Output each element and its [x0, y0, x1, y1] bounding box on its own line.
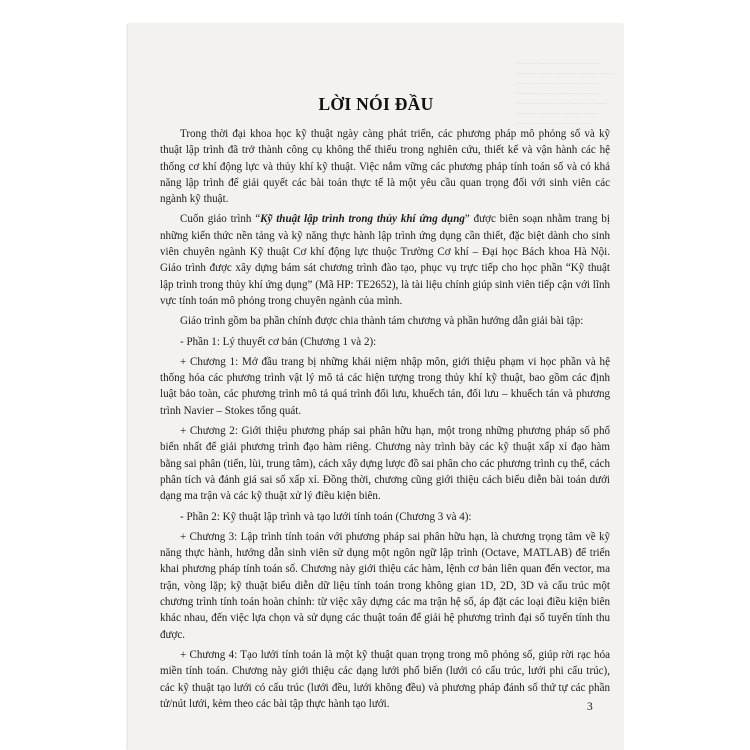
paragraph-structure — [160, 313, 610, 329]
chapter-2-description — [160, 423, 610, 504]
paragraph-text: + Chương 2: Giới thiệu phương pháp sai phân hữu hạn, một trong những phương pháp số phổ biến nhất để giải phương trình đạo hàm riêng. Chương này trình bày các kỹ thuật xấp xỉ đạo hàm bằng sai phân (tiến, lùi, trung tâm), cách xây dựng lược đồ sai phân cho các phương trình cụ thể, cách phân tích và đánh giá sai số xấp xỉ. Đồng thời, chương cũng giới thiệu cách biểu diễn bài toán dưới dạng ma trận và các kỹ thuật xử lý điều kiện biên. — [160, 425, 610, 503]
paragraph-text: Trong thời đại khoa học kỹ thuật ngày càng phát triển, các phương pháp mô phỏng số và kỹ thuật lập trình đã trở thành công cụ không thể thiếu trong nghiên cứu, thiết kế và vận hành các hệ thống cơ khí động lực và thủy khí kỹ thuật. Việc nắm vững các phương pháp tính toán số và có khả năng lập trình để giải quyết các bài toán thực tế là một yêu cầu quan trọng đối với sinh viên các ngành kỹ thuật. — [160, 128, 610, 206]
book-page — [128, 24, 624, 750]
page-title: LỜI NÓI ĐẦU — [318, 94, 434, 114]
page-number: 3 — [587, 701, 593, 713]
paragraph-text: - Phần 1: Lý thuyết cơ bản (Chương 1 và 2): — [180, 335, 377, 348]
chapter-1-description — [160, 354, 610, 419]
paragraph-intro — [160, 126, 610, 207]
chapter-4-description — [160, 647, 610, 712]
paragraph-text: + Chương 4: Tạo lưới tính toán là một kỹ thuật quan trọng trong mô phỏng số, giúp rời rạc hóa miền tính toán. Chương này giới thiệu các dạng lưới phổ biến (lưới có cấu trúc, lưới phi cấu trúc), các kỹ thuật tạo lưới có cấu trúc (lưới đều, lưới không đều) và phương pháp đánh số thứ tự các phần tử/nút lưới, kèm theo các bài tập thực hành tạo lưới. — [160, 648, 610, 710]
book-title-emphasis: Kỹ thuật lập trình trong thủy khí ứng dụng — [260, 213, 465, 226]
paragraph-text: - Phần 2: Kỹ thuật lập trình và tạo lưới tính toán (Chương 3 và 4): — [180, 510, 472, 523]
preface-body — [160, 126, 610, 716]
paragraph-textbook — [160, 211, 610, 309]
paragraph-text: Giáo trình gồm ba phần chính được chia thành tám chương và phần hướng dẫn giải bài tập: — [180, 315, 584, 328]
paragraph-text: Cuốn giáo trình “ — [180, 213, 261, 226]
paragraph-text: ” được biên soạn nhằm trang bị những kiến thức nền tảng và kỹ năng thực hành lập trình ứng dụng cần thiết, đặc biệt dành cho sinh viên chuyên ngành Kỹ thuật Cơ khí động lực thuộc Trường Cơ khí – Đại học Bách khoa Hà Nội. Giáo trình được xây dựng bám sát chương trình đào tạo, phục vụ trực tiếp cho học phần “Kỹ thuật lập trình trong thủy khí ứng dụng” (Mã HP: TE2652), là tài liệu chính giúp sinh viên tiếp cận với lĩnh vực tính toán mô phỏng trong chuyên ngành của mình. — [160, 213, 610, 307]
paragraph-text: + Chương 3: Lập trình tính toán với phương pháp sai phân hữu hạn, là chương trọng tâm về kỹ năng thực hành, hướng dẫn sinh viên sử dụng một ngôn ngữ lập trình (Octave, MATLAB) để triển khai phương pháp tính toán số. Chương này giới thiệu các hàm, lệnh cơ bản liên quan đến vector, ma trận, vòng lặp; kỹ thuật biểu diễn dữ liệu tính toán trong không gian 1D, 2D, 3D và cấu trúc một chương trình tính toán hoàn chỉnh: từ việc xây dựng các ma trận hệ số, áp đặt các loại điều kiện biên khác nhau, đến việc lựa chọn và sử dụng các thuật toán để giải hệ phương trình đại số tuyến tính thu được. — [160, 530, 610, 641]
part-1-heading — [160, 334, 610, 350]
chapter-3-description — [160, 529, 610, 643]
part-2-heading — [160, 509, 610, 525]
paragraph-text: + Chương 1: Mở đầu trang bị những khái niệm nhập môn, giới thiệu phạm vi học phần và hệ thống hóa các phương trình vật lý mô tả các hiện tượng trong thủy khí kỹ thuật, bao gồm các định luật bảo toàn, các phương trình mô tả quá trình đối lưu, khuếch tán, đối lưu – khuếch tán và phương trình Navier – Stokes tổng quát. — [160, 355, 610, 417]
show-through-text: ​——— ——— ——— —— ——— —— ——— ——— —— —— ——— ——— ——— ——— —— ——— ——— —— ——— —— ——— —— ——— ——— ——— —— —— ——— ——— —— — [516, 59, 614, 127]
